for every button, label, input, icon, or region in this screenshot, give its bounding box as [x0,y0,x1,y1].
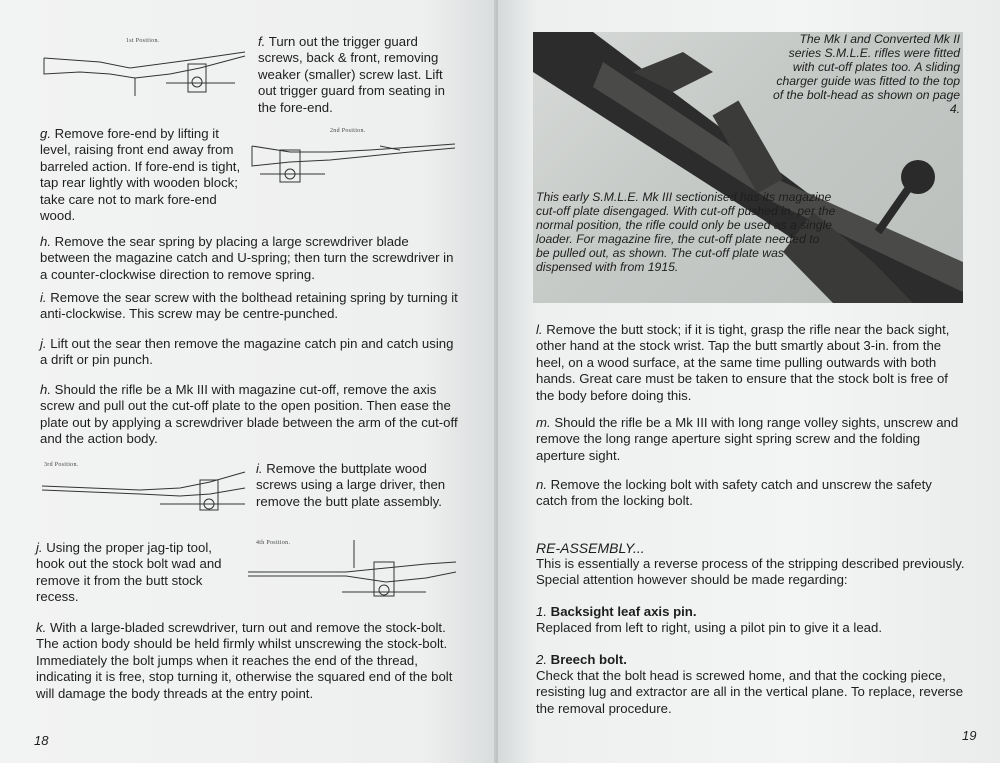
step-k: k. With a large-bladed screwdriver, turn out and remove the stock-bolt. The action body should be held firmly whilst unscrewing the stock-bolt. Immediately the bolt jumps when it reaches the end of the thread, indicating it is free, stop turning it, otherwise the squared end of the bolt will damage the body threads at the entry point. [36,620,453,701]
figure-2nd-position [250,128,462,190]
step-i-sear-screw: i. Remove the sear screw with the bolthead retaining spring by turning it anti-clockwise. This screw may be centre-punched. [40,290,458,322]
reassembly-intro: This is essentially a reverse process of the stripping described previously. Special attention however should be made regarding: [536,556,965,588]
reassembly-heading: RE-ASSEMBLY... [536,540,645,556]
figure-caption: 4th Position. [256,540,291,546]
reassembly-item-2-text: Check that the bolt head is screwed home, and that the cocking piece, resisting lug and extractor are all in the vertical plane. To replace, reverse the removal procedure. [536,668,964,716]
photo-caption-bottom: This early S.M.L.E. Mk III sectionised has its magazine cut-off plate disengaged. With cut-off pushed in, per the normal position, the rifle could only be used as a single loader. For magazine fire, the cut-off plate needed to be pulled out, as shown. The cut-off plate was dispensed with from 1915. [536,190,836,274]
step-g: g. Remove fore-end by lifting it level, raising front end away from barreled action. If fore-end is tight, tap rear lightly with wooden block; take care not to mark fore-end wood. [40,126,241,224]
step-j-jag-tip: j. Using the proper jag-tip tool, hook out the stock bolt wad and remove it from the butt stock recess. [36,540,222,605]
step-m: m. Should the rifle be a Mk III with long range volley sights, unscrew and remove the long range aperture sight spring screw and the folding aperture sight. [536,415,959,463]
reassembly-item-1-text: Replaced from left to right, using a pilot pin to give it a lead. [536,620,882,635]
rifle-drawing [246,538,462,610]
photo-caption-top: The Mk I and Converted Mk II series S.M.L.E. rifles were fitted with cut-off plates too. A sliding charger guide was fitted to the top of the bolt-head as shown on page 4. [772,32,960,116]
page-number-right: 19 [962,728,977,743]
step-n: n. Remove the locking bolt with safety catch and unscrew the safety catch from the locking bolt. [536,477,932,509]
step-f: f. Turn out the trigger guard screws, back & front, removing weaker (smaller) screw last. Lift out trigger guard from seating in the fore-end. [258,34,445,115]
step-h-sear-spring: h. Remove the sear spring by placing a large screwdriver blade between the magazine catch and U-spring; then turn the screwdriver in a counter-clockwise direction to remove spring. [40,234,454,282]
step-j-sear: j. Lift out the sear then remove the magazine catch pin and catch using a drift or pin punch. [40,336,454,368]
figure-caption: 3rd Position. [44,462,79,468]
reassembly-item-1-title: 1. Backsight leaf axis pin. [536,604,697,619]
reassembly-item-2-title: 2. Breech bolt. [536,652,627,667]
figure-4th-position [246,538,462,610]
rifle-drawing [40,38,252,100]
page-number-left: 18 [34,733,49,748]
step-i-buttplate: i. Remove the buttplate wood screws using a large driver, then remove the butt plate assembly. [256,461,446,509]
rifle-drawing [40,462,252,524]
step-h-cut-off: h. Should the rifle be a Mk III with magazine cut-off, remove the axis screw and pull out the cut-off plate to the open position. Then ease the plate out by applying a screwdriver blade between the arm of the cut-off and the action body. [40,382,458,447]
figure-1st-position [40,38,252,100]
step-l: l. Remove the butt stock; if it is tight, grasp the rifle near the back sight, other hand at the stock wrist. Tap the butt smartly about 3-in. from the heel, on a wood surface, at the same time pulling outwards with both hands. Great care must be taken to ensure that the stock bolt is free of the body before doing this. [536,322,950,403]
figure-caption: 1st Position. [126,38,160,44]
figure-3rd-position [40,462,252,524]
figure-caption: 2nd Position. [330,128,366,134]
rifle-drawing [250,128,462,190]
